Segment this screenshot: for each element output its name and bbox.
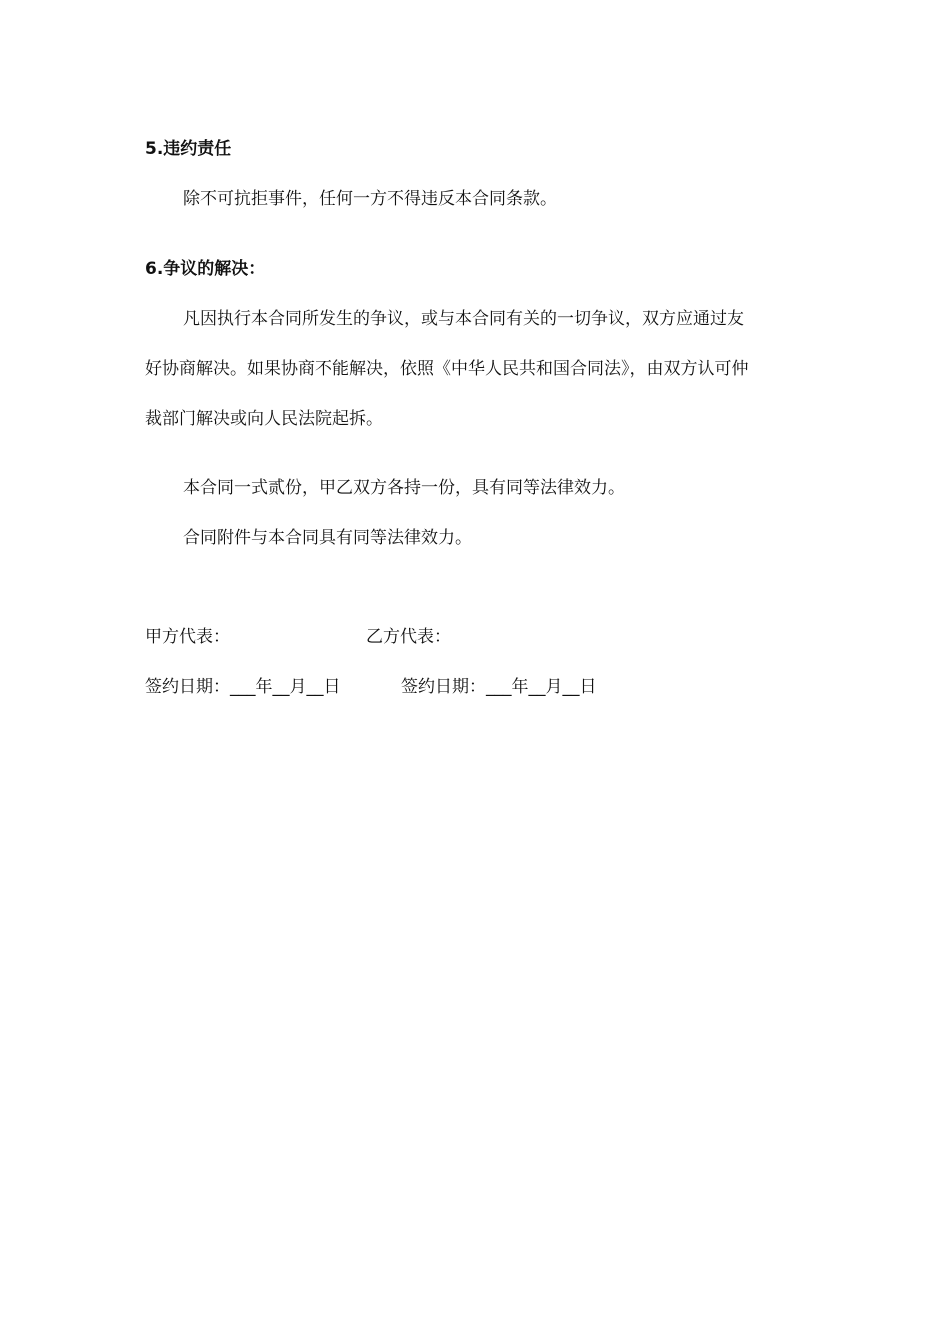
- party-b-representative-label: 乙方代表：: [366, 627, 451, 647]
- section-5-heading: 5.违约责任: [145, 139, 232, 159]
- party-a-representative-label: 甲方代表：: [145, 627, 230, 647]
- section-6-line-2: 好协商解决。如果协商不能解决，依照《中华人民共和国合同法》，由双方认可仲: [145, 359, 749, 379]
- section-6-line-3: 裁部门解决或向人民法院起拆。: [145, 409, 383, 429]
- party-b-signing-date: 签约日期：___年__月__日: [401, 677, 597, 697]
- section-6-line-1: 凡因执行本合同所发生的争议，或与本合同有关的一切争议，双方应通过友: [183, 309, 744, 329]
- section-5-body: 除不可抗拒事件，任何一方不得违反本合同条款。: [183, 189, 557, 209]
- section-6-heading: 6.争议的解决：: [145, 259, 266, 279]
- party-a-signing-date: 签约日期：___年__月__日: [145, 677, 341, 697]
- copies-clause: 本合同一式贰份，甲乙双方各持一份，具有同等法律效力。: [183, 478, 625, 498]
- attachments-clause: 合同附件与本合同具有同等法律效力。: [183, 528, 472, 548]
